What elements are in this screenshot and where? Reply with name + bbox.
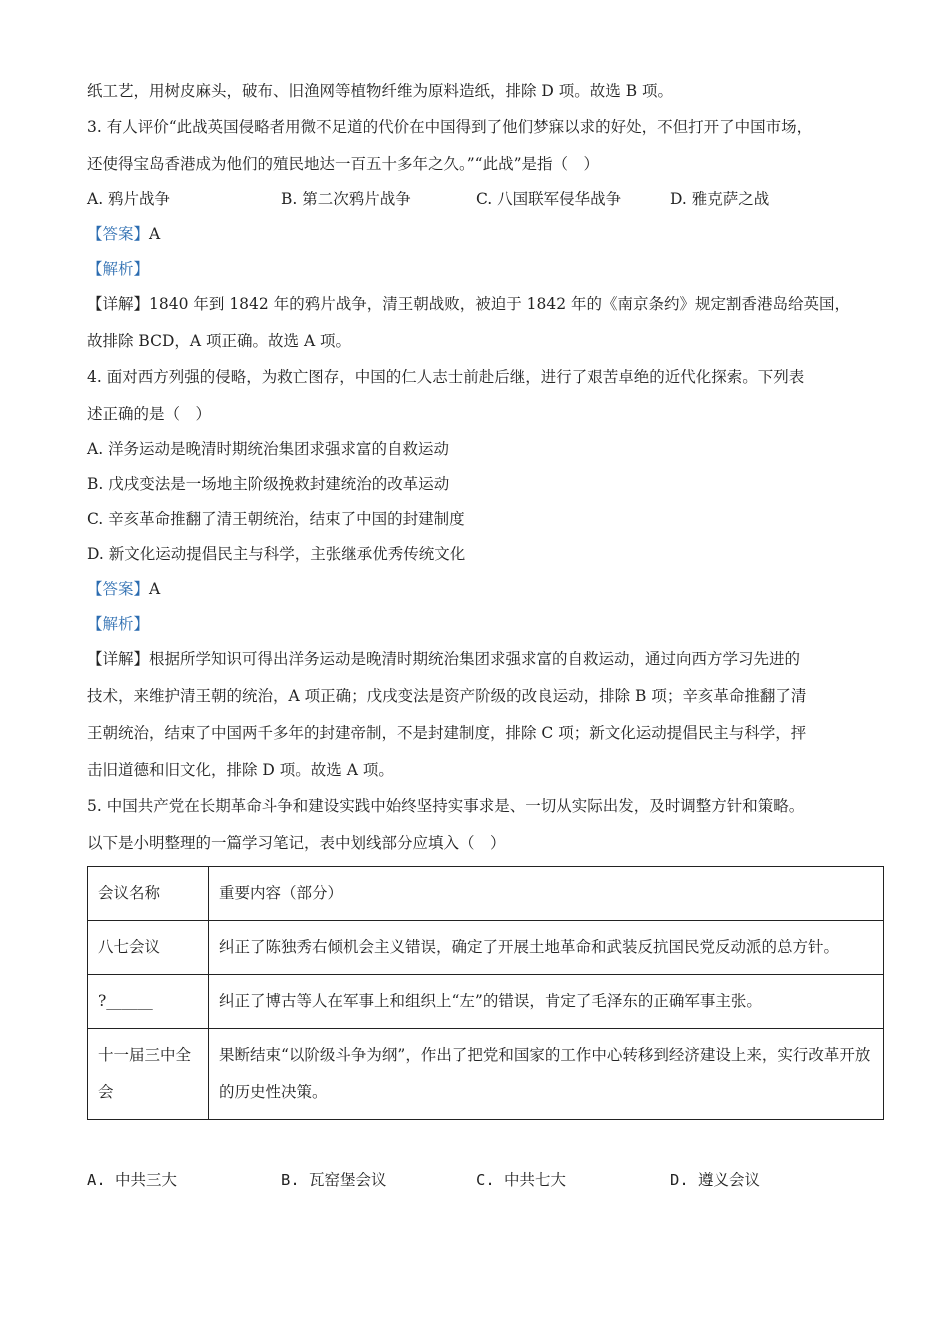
answer-value: A [149,225,161,243]
table-header-cell: 会议名称 [88,867,209,921]
q3-detail-2: 故排除 BCD，A 项正确。故选 A 项。 [87,332,352,350]
answer-tag: 【答案】 [87,225,150,243]
q5-option-b: B. 瓦窑堡会议 [281,1171,387,1189]
answer-value: A [149,580,161,598]
q4-detail-1 [87,649,800,669]
answer-tag: 【答案】 [87,580,150,598]
table-row [88,1029,884,1120]
meeting-name-blank-cell: ?______ [88,975,209,1029]
q5-option-d: D. 遵义会议 [670,1171,760,1189]
q3-option-b: B. 第二次鸦片战争 [281,190,411,208]
question-5-stem: 5. 中国共产党在长期革命斗争和建设实践中始终坚持实事求是、一切从实际出发，及时调整方针和策略。 [87,797,805,815]
question-4-stem-cont: 述正确的是（ ） [87,405,212,423]
q3-analysis-tag [87,259,149,279]
q3-answer [87,224,160,244]
meeting-content-cell: 纠正了博古等人在军事上和组织上“左”的错误，肯定了毛泽东的正确军事主张。 [209,975,884,1029]
q4-option-d: D. 新文化运动提倡民主与科学，主张继承优秀传统文化 [87,545,466,563]
detail-tag: 【详解】 [87,295,150,313]
q5-option-c: C. 中共七大 [476,1171,566,1189]
text-line: 纸工艺，用树皮麻头，破布、旧渔网等植物纤维为原料造纸，排除 D 项。故选 B 项。 [87,82,674,100]
q3-option-d: D. 雅克萨之战 [670,190,770,208]
q4-analysis-tag [87,614,149,634]
table-row [88,975,884,1029]
detail-tag: 【详解】 [87,650,150,668]
meeting-table [87,866,884,1120]
question-4-stem: 4. 面对西方列强的侵略，为救亡图存，中国的仁人志士前赴后继，进行了艰苦卓绝的近代化探索。下列表 [87,368,805,386]
q4-detail-2: 技术，来维护清王朝的统治，A 项正确；戊戌变法是资产阶级的改良运动，排除 B 项；辛亥革命推翻了清 [87,687,807,705]
q3-option-c: C. 八国联军侵华战争 [476,190,622,208]
meeting-name-cell: 八七会议 [88,921,209,975]
analysis-tag: 【解析】 [87,260,150,278]
detail-text: 1840 年到 1842 年的鸦片战争，清王朝战败，被迫于 1842 年的《南京条约》规定割香港岛给英国， [149,295,850,313]
q5-option-a: A. 中共三大 [87,1171,177,1189]
q3-option-a: A. 鸦片战争 [87,190,171,208]
q4-option-a: A. 洋务运动是晚清时期统治集团求强求富的自救运动 [87,440,450,458]
question-5-stem-cont: 以下是小明整理的一篇学习笔记，表中划线部分应填入（ ） [87,834,506,852]
q4-option-b: B. 戊戌变法是一场地主阶级挽救封建统治的改革运动 [87,475,450,493]
meeting-content-cell: 纠正了陈独秀右倾机会主义错误，确定了开展土地革命和武装反抗国民党反动派的总方针。 [209,921,884,975]
meeting-name-cell: 十一届三中全会 [88,1029,209,1120]
q4-answer [87,579,160,599]
question-3-stem: 3. 有人评价“此战英国侵略者用微不足道的代价在中国得到了他们梦寐以求的好处，不但打开了中国市场， [87,118,813,136]
meeting-content-cell: 果断结束“以阶级斗争为纲”，作出了把党和国家的工作中心转移到经济建设上来，实行改革开放的历史性决策。 [209,1029,884,1120]
table-header-cell: 重要内容（部分） [209,867,884,921]
table-header-row [88,867,884,921]
q4-detail-3: 王朝统治，结束了中国两千多年的封建帝制，不是封建制度，排除 C 项；新文化运动提倡民主与科学，抨 [87,724,807,742]
table-row [88,921,884,975]
analysis-tag: 【解析】 [87,615,150,633]
q4-option-c: C. 辛亥革命推翻了清王朝统治，结束了中国的封建制度 [87,510,465,528]
q3-detail-1 [87,294,850,314]
q4-detail-4: 击旧道德和旧文化，排除 D 项。故选 A 项。 [87,761,394,779]
question-3-stem-cont: 还使得宝岛香港成为他们的殖民地达一百五十多年之久。”“此战”是指（ ） [87,155,600,173]
detail-text: 根据所学知识可得出洋务运动是晚清时期统治集团求强求富的自救运动，通过向西方学习先进的 [149,650,801,668]
